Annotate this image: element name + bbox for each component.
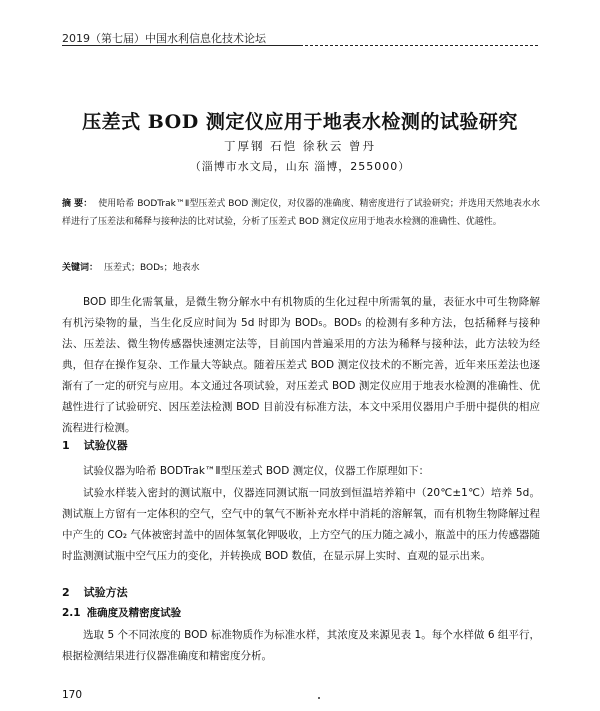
header-rule	[62, 45, 300, 46]
section-number: 1	[62, 439, 70, 452]
section-number: 2	[62, 586, 70, 599]
page-number: 170	[62, 689, 83, 701]
subsection-number: 2.1	[62, 607, 81, 619]
section-title: 试验仪器	[83, 439, 128, 452]
section-heading-1	[62, 437, 128, 453]
paper-title: 压差式 BOD 测定仪应用于地表水检测的试验研究	[82, 111, 518, 133]
subsection-heading-2-1	[62, 605, 181, 620]
affiliation: （淄博市水文局，山东 淄博，255000）	[189, 160, 411, 173]
authors: 丁厚钢 石恺 徐秋云 曾丹	[224, 139, 376, 153]
header-rule-dashed	[300, 45, 538, 46]
section2-paragraph-1: 选取 5 个不同浓度的 BOD 标准物质作为标准水样，其浓度及来源见表 1。每个水样做 6 组平行，根据检测结果进行仪器准确度和精密度分析。	[62, 629, 540, 662]
subsection-title: 准确度及精密度试验	[86, 607, 182, 619]
section1-paragraph-1: 试验仪器为哈希 BODTrak™Ⅱ型压差式 BOD 测定仪，仪器工作原理如下：	[83, 465, 430, 477]
keywords	[62, 260, 540, 273]
abstract-label: 摘 要：	[62, 199, 93, 209]
keywords-label: 关键词：	[62, 263, 99, 273]
intro-paragraph: BOD 即生化需氧量，是微生物分解水中有机物质的生化过程中所需氧的量，表征水中可生物降解有机污染物的量，当生化反应时间为 5d 时即为 BOD₅。BOD₅ 的检测有多种方法，包括稀释与接种法、压差法、微生物传感器快速测定法等，目前国内普遍采用的方法为稀释与接种法，此方法较为经典，但存在操作复杂、工作量大等缺点。随着压差式 BOD 测定仪技术的不断完善，近年来压差法也逐渐有了一定的研究与应用。本文通过各项试验，对压差式 BOD 测定仪应用于地表水检测的准确性、优越性进行了试验研究、因压差法检测 BOD 目前没有标准方法，本文中采用仪器用户手册中提供的相应流程进行检测。	[62, 296, 540, 434]
section1-paragraph-2: 试验水样装入密封的测试瓶中，仪器连同测试瓶一同放到恒温培养箱中（20℃±1℃）培养 5d。测试瓶上方留有一定体积的空气，空气中的氧气不断补充水样中消耗的溶解氧，而有机物生物降解过程中产生的 CO₂ 气体被密封盖中的固体氢氧化钾吸收，上方空气的压力随之减小，瓶盖中的压力传感器随时监测测试瓶中空气压力的变化，并转换成 BOD 数值，在显示屏上实时、直观的显示出来。	[62, 487, 540, 562]
abstract	[62, 195, 540, 231]
print-speck	[318, 697, 320, 699]
running-head: 2019（第七届）中国水利信息化技术论坛	[62, 32, 266, 45]
section-heading-2	[62, 584, 128, 600]
keywords-text: 压差式；BOD₅；地表水	[104, 263, 200, 273]
section-title: 试验方法	[83, 586, 128, 599]
abstract-text: 使用哈希 BODTrak™Ⅱ型压差式 BOD 测定仪，对仪器的准确度、精密度进行了试验研究；并选用天然地表水水样进行了压差法和稀释与接种法的比对试验，分析了压差式 BOD 测定仪应用于地表水检测的准确性、优越性。	[62, 199, 540, 227]
